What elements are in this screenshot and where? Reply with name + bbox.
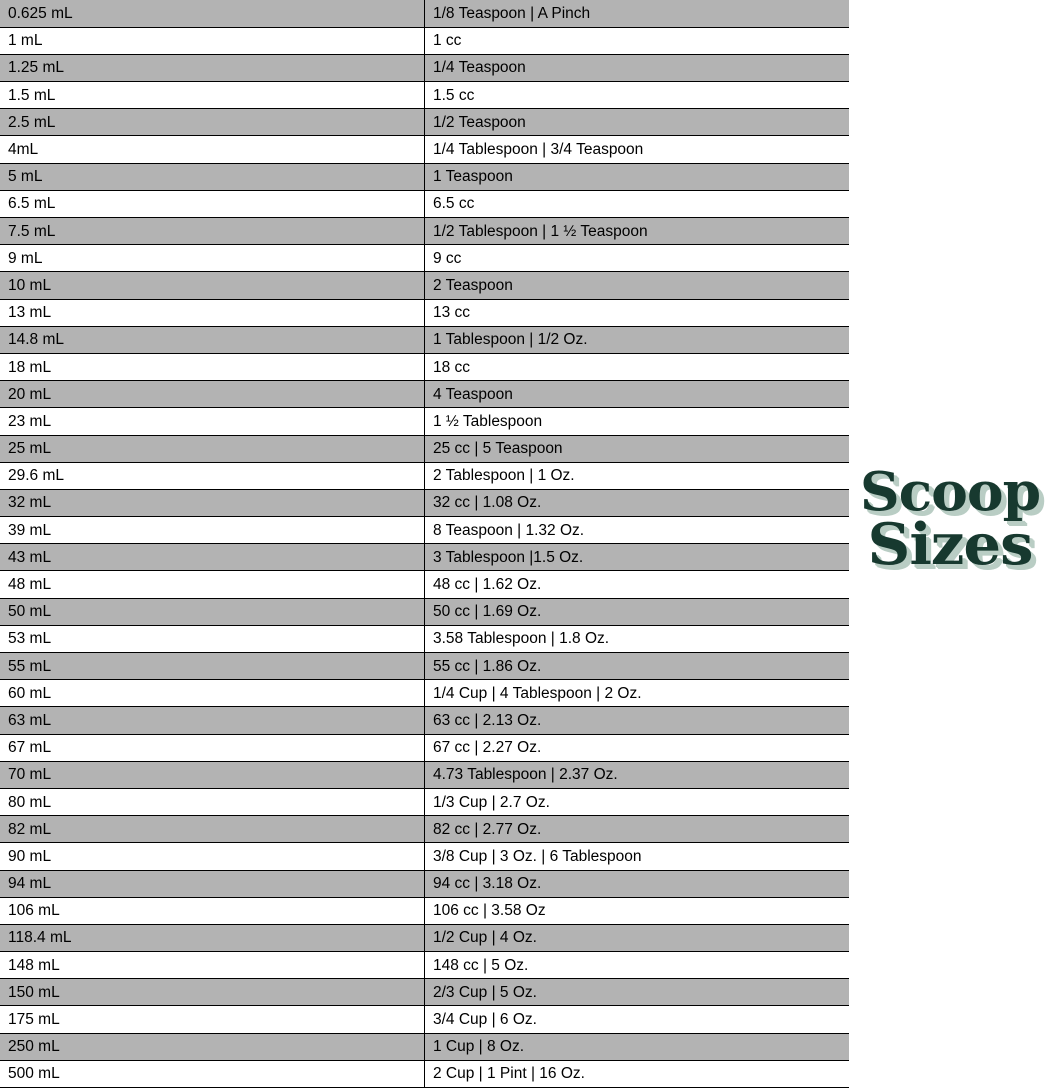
cell-metric: 250 mL — [0, 1033, 425, 1060]
cell-metric: 70 mL — [0, 761, 425, 788]
cell-equivalent: 6.5 cc — [425, 190, 850, 217]
cell-metric: 39 mL — [0, 517, 425, 544]
table-row — [0, 1006, 849, 1033]
cell-metric: 32 mL — [0, 489, 425, 516]
table-row — [0, 924, 849, 951]
cell-metric: 50 mL — [0, 598, 425, 625]
cell-metric: 55 mL — [0, 653, 425, 680]
table-row — [0, 0, 849, 27]
cell-equivalent: 148 cc | 5 Oz. — [425, 952, 850, 979]
table-row — [0, 163, 849, 190]
logo-line-scoop: Scoop — [859, 461, 1041, 523]
table-row — [0, 272, 849, 299]
table-row — [0, 816, 849, 843]
table-row — [0, 82, 849, 109]
cell-metric: 25 mL — [0, 435, 425, 462]
cell-metric: 43 mL — [0, 544, 425, 571]
cell-metric: 13 mL — [0, 299, 425, 326]
cell-equivalent: 1.5 cc — [425, 82, 850, 109]
cell-equivalent: 82 cc | 2.77 Oz. — [425, 816, 850, 843]
cell-equivalent: 8 Teaspoon | 1.32 Oz. — [425, 517, 850, 544]
table-row — [0, 897, 849, 924]
table-row — [0, 952, 849, 979]
cell-equivalent: 18 cc — [425, 353, 850, 380]
cell-metric: 82 mL — [0, 816, 425, 843]
cell-equivalent: 3 Tablespoon |1.5 Oz. — [425, 544, 850, 571]
table-row — [0, 353, 849, 380]
table-row — [0, 598, 849, 625]
logo-line-sizes: Sizes — [867, 510, 1033, 578]
cell-metric: 63 mL — [0, 707, 425, 734]
cell-metric: 10 mL — [0, 272, 425, 299]
cell-metric: 500 mL — [0, 1060, 425, 1087]
table-row — [0, 489, 849, 516]
cell-metric: 90 mL — [0, 843, 425, 870]
cell-equivalent: 1/8 Teaspoon | A Pinch — [425, 0, 850, 27]
cell-equivalent: 2 Tablespoon | 1 Oz. — [425, 462, 850, 489]
table-row — [0, 544, 849, 571]
cell-metric: 29.6 mL — [0, 462, 425, 489]
table-row — [0, 245, 849, 272]
table-row — [0, 707, 849, 734]
cell-equivalent: 48 cc | 1.62 Oz. — [425, 571, 850, 598]
cell-metric: 20 mL — [0, 381, 425, 408]
table-row — [0, 109, 849, 136]
cell-equivalent: 4 Teaspoon — [425, 381, 850, 408]
cell-equivalent: 1/4 Cup | 4 Tablespoon | 2 Oz. — [425, 680, 850, 707]
cell-equivalent: 4.73 Tablespoon | 2.37 Oz. — [425, 761, 850, 788]
cell-equivalent: 3/4 Cup | 6 Oz. — [425, 1006, 850, 1033]
cell-equivalent: 2 Teaspoon — [425, 272, 850, 299]
cell-equivalent: 2 Cup | 1 Pint | 16 Oz. — [425, 1060, 850, 1087]
cell-metric: 118.4 mL — [0, 924, 425, 951]
cell-equivalent: 67 cc | 2.27 Oz. — [425, 734, 850, 761]
cell-metric: 14.8 mL — [0, 326, 425, 353]
table-row — [0, 734, 849, 761]
cell-metric: 148 mL — [0, 952, 425, 979]
table-row — [0, 326, 849, 353]
cell-equivalent: 1 ½ Tablespoon — [425, 408, 850, 435]
cell-metric: 4mL — [0, 136, 425, 163]
cell-metric: 5 mL — [0, 163, 425, 190]
table-row — [0, 190, 849, 217]
cell-equivalent: 55 cc | 1.86 Oz. — [425, 653, 850, 680]
table-row — [0, 27, 849, 54]
cell-metric: 106 mL — [0, 897, 425, 924]
table-row — [0, 408, 849, 435]
cell-equivalent: 3/8 Cup | 3 Oz. | 6 Tablespoon — [425, 843, 850, 870]
scoop-sizes-logo — [845, 461, 1055, 578]
table-row — [0, 625, 849, 652]
table-row — [0, 218, 849, 245]
cell-metric: 23 mL — [0, 408, 425, 435]
cell-metric: 9 mL — [0, 245, 425, 272]
table-row — [0, 653, 849, 680]
cell-metric: 150 mL — [0, 979, 425, 1006]
cell-equivalent: 1/2 Tablespoon | 1 ½ Teaspoon — [425, 218, 850, 245]
cell-equivalent: 50 cc | 1.69 Oz. — [425, 598, 850, 625]
table-row — [0, 381, 849, 408]
cell-metric: 1.5 mL — [0, 82, 425, 109]
table-row — [0, 680, 849, 707]
cell-metric: 94 mL — [0, 870, 425, 897]
cell-equivalent: 32 cc | 1.08 Oz. — [425, 489, 850, 516]
cell-metric: 1.25 mL — [0, 54, 425, 81]
table-row — [0, 299, 849, 326]
cell-metric: 2.5 mL — [0, 109, 425, 136]
cell-equivalent: 1/2 Cup | 4 Oz. — [425, 924, 850, 951]
table-row — [0, 788, 849, 815]
cell-equivalent: 63 cc | 2.13 Oz. — [425, 707, 850, 734]
table-row — [0, 979, 849, 1006]
table-row — [0, 1060, 849, 1087]
cell-equivalent: 1/4 Teaspoon — [425, 54, 850, 81]
table-row — [0, 435, 849, 462]
cell-equivalent: 1/3 Cup | 2.7 Oz. — [425, 788, 850, 815]
table-row — [0, 136, 849, 163]
cell-metric: 18 mL — [0, 353, 425, 380]
table-row — [0, 870, 849, 897]
cell-equivalent: 1/4 Tablespoon | 3/4 Teaspoon — [425, 136, 850, 163]
table-row — [0, 761, 849, 788]
cell-equivalent: 1 cc — [425, 27, 850, 54]
cell-metric: 0.625 mL — [0, 0, 425, 27]
cell-equivalent: 1 Tablespoon | 1/2 Oz. — [425, 326, 850, 353]
table-row — [0, 843, 849, 870]
cell-equivalent: 2/3 Cup | 5 Oz. — [425, 979, 850, 1006]
cell-metric: 67 mL — [0, 734, 425, 761]
cell-equivalent: 1/2 Teaspoon — [425, 109, 850, 136]
cell-equivalent: 94 cc | 3.18 Oz. — [425, 870, 850, 897]
cell-metric: 60 mL — [0, 680, 425, 707]
cell-equivalent: 1 Teaspoon — [425, 163, 850, 190]
table-row — [0, 54, 849, 81]
table-row — [0, 462, 849, 489]
cell-metric: 175 mL — [0, 1006, 425, 1033]
cell-equivalent: 13 cc — [425, 299, 850, 326]
cell-metric: 1 mL — [0, 27, 425, 54]
cell-metric: 48 mL — [0, 571, 425, 598]
cell-metric: 7.5 mL — [0, 218, 425, 245]
table-row — [0, 571, 849, 598]
cell-metric: 53 mL — [0, 625, 425, 652]
cell-equivalent: 106 cc | 3.58 Oz — [425, 897, 850, 924]
cell-equivalent: 25 cc | 5 Teaspoon — [425, 435, 850, 462]
cell-metric: 80 mL — [0, 788, 425, 815]
cell-equivalent: 9 cc — [425, 245, 850, 272]
cell-metric: 6.5 mL — [0, 190, 425, 217]
table-row — [0, 1033, 849, 1060]
cell-equivalent: 1 Cup | 8 Oz. — [425, 1033, 850, 1060]
cell-equivalent: 3.58 Tablespoon | 1.8 Oz. — [425, 625, 850, 652]
table-row — [0, 517, 849, 544]
